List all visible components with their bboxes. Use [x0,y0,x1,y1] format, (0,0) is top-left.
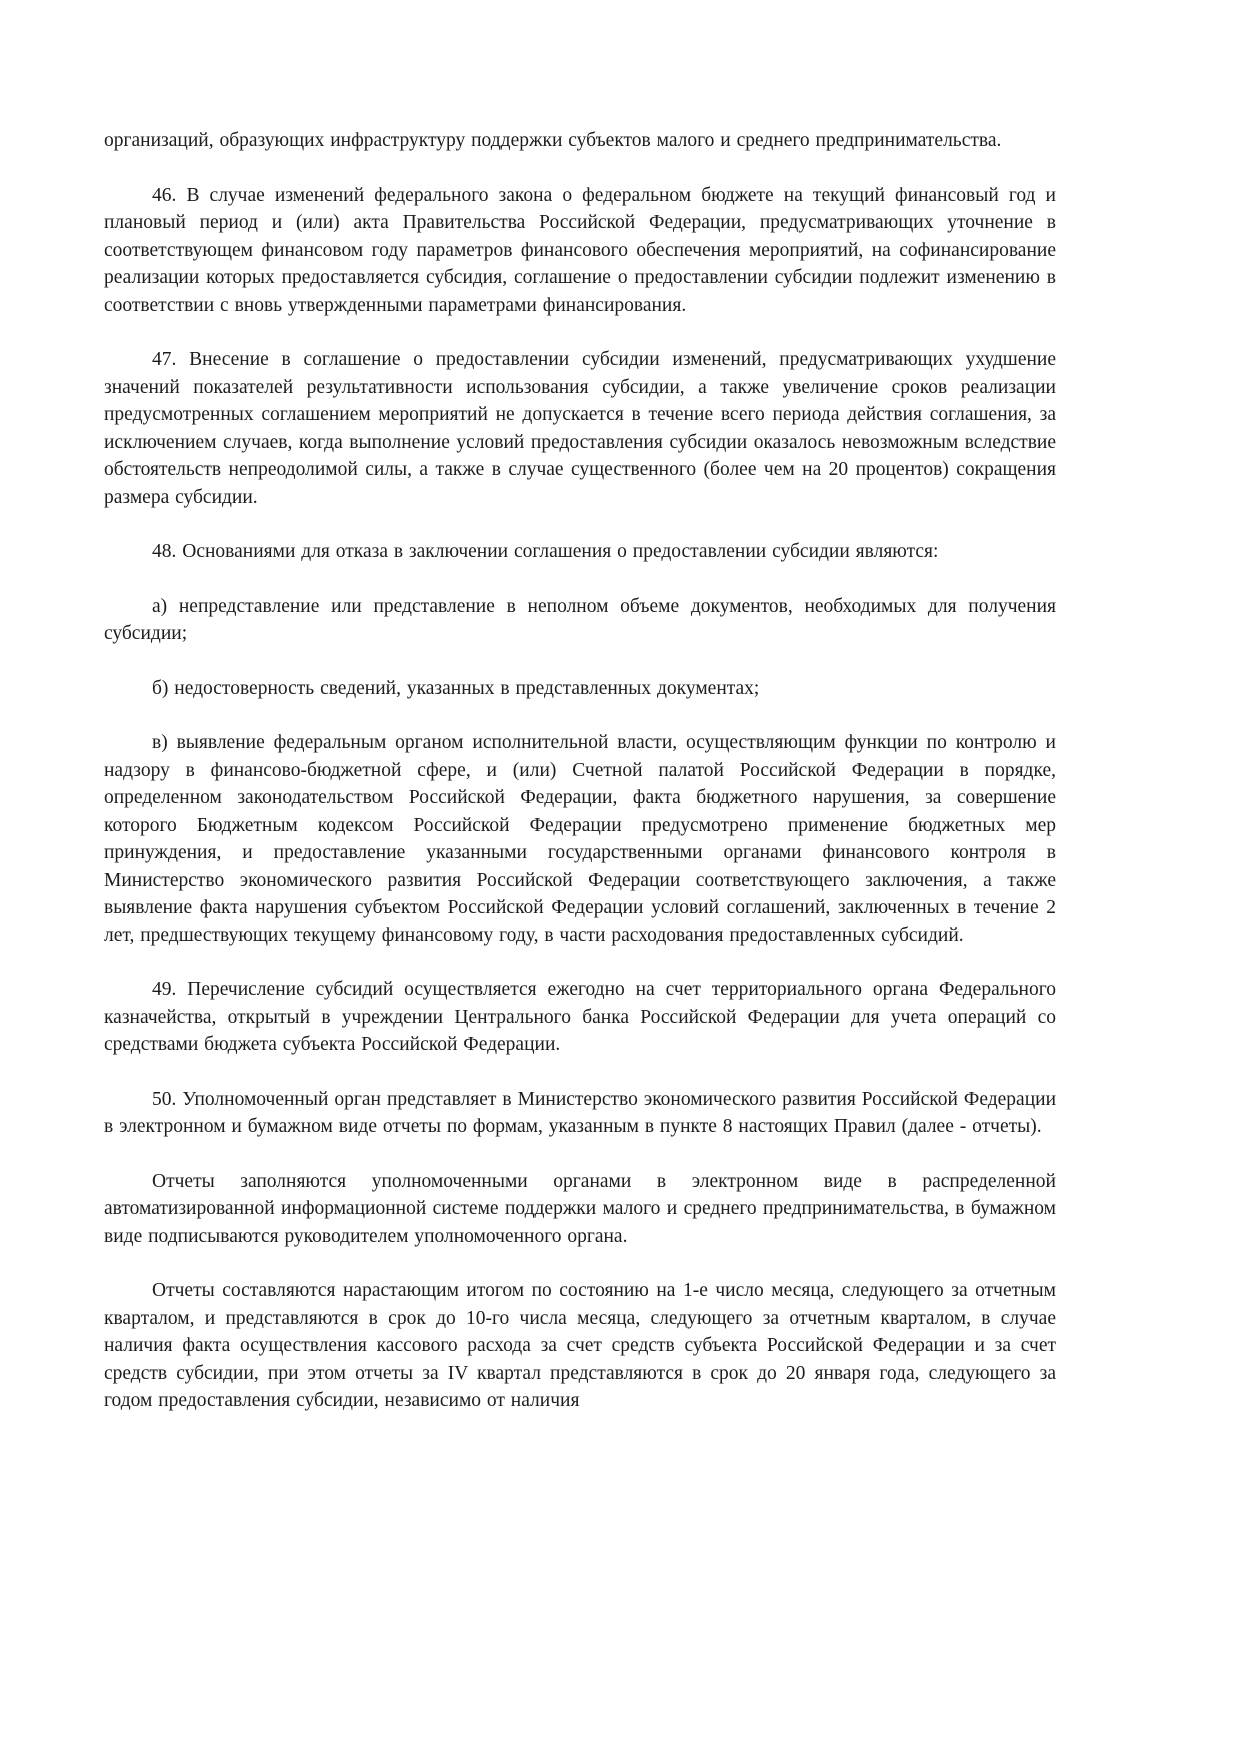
paragraph: Отчеты заполняются уполномоченными органами в электронном виде в распределенной автоматизированной информационной системе поддержки малого и среднего предпринимательства, в бумажном виде подписываются руководителем уполномоченного органа. [104,1170,1056,1247]
paragraph: Отчеты составляются нарастающим итогом по состоянию на 1-е число месяца, следующего за отчетным кварталом, и представляются в срок до 10-го числа месяца, следующего за отчетным кварталом, в случае наличия факта осуществления кассового расхода за счет средств субъекта Российской Федерации и за счет средств субсидии, при этом отчеты за IV квартал представляются в срок до 20 января года, следующего за годом предоставления субсидии, независимо от наличия [104,1280,1056,1411]
paragraph-subitem-v: в) выявление федеральным органом исполнительной власти, осуществляющим функции по контролю и надзору в финансово-бюджетной сфере, и (или) Счетной палатой Российской Федерации в порядке, определенном законодательством Российской Федерации, факта бюджетного нарушения, за совершение которого Бюджетным кодексом Российской Федерации предусмотрено применение бюджетных мер принуждения, и предоставление указанными государственными органами финансового контроля в Министерство экономического развития Российской Федерации соответствующего заключения, а также выявление факта нарушения субъектом Российской Федерации условий соглашений, заключенных в течение 2 лет, предшествующих текущему финансовому году, в части расходования предоставленных субсидий. [104,732,1056,946]
paragraph-item-46: 46. В случае изменений федерального закона о федеральном бюджете на текущий финансовый год и плановый период и (или) акта Правительства Российской Федерации, предусматривающих уточнение в соответствующем финансовом году параметров финансового обеспечения мероприятий, на софинансирование реализации которых предоставляется субсидия, соглашение о предоставлении субсидии подлежит изменению в соответствии с вновь утвержденными параметрами финансирования. [104,184,1056,316]
document-page [104,127,1056,1442]
paragraph-item-49: 49. Перечисление субсидий осуществляется ежегодно на счет территориального органа Федерального казначейства, открытый в учреждении Центрального банка Российской Федерации для учета операций со средствами бюджета субъекта Российской Федерации. [104,979,1056,1055]
paragraph-item-47: 47. Внесение в соглашение о предоставлении субсидии изменений, предусматривающих ухудшение значений показателей результативности использования субсидии, а также увеличение сроков реализации предусмотренных соглашением мероприятий не допускается в течение всего периода действия соглашения, за исключением случаев, когда выполнение условий предоставления субсидии оказалось невозможным вследствие обстоятельств непреодолимой силы, а также в случае существенного (более чем на 20 процентов) сокращения размера субсидии. [104,349,1056,508]
paragraph-item-48: 48. Основаниями для отказа в заключении соглашения о предоставлении субсидии являются: [152,541,939,562]
paragraph: организаций, образующих инфраструктуру поддержки субъектов малого и среднего предпринимательства. [104,130,1002,151]
paragraph-subitem-a: а) непредставление или представление в неполном объеме документов, необходимых для получения субсидии; [104,595,1056,644]
paragraph-subitem-b: б) недостоверность сведений, указанных в представленных документах; [152,677,760,699]
paragraph-item-50: 50. Уполномоченный орган представляет в Министерство экономического развития Российской Федерации в электронном и бумажном виде отчеты по формам, указанным в пункте 8 настоящих Правил (далее - отчеты). [104,1088,1056,1137]
